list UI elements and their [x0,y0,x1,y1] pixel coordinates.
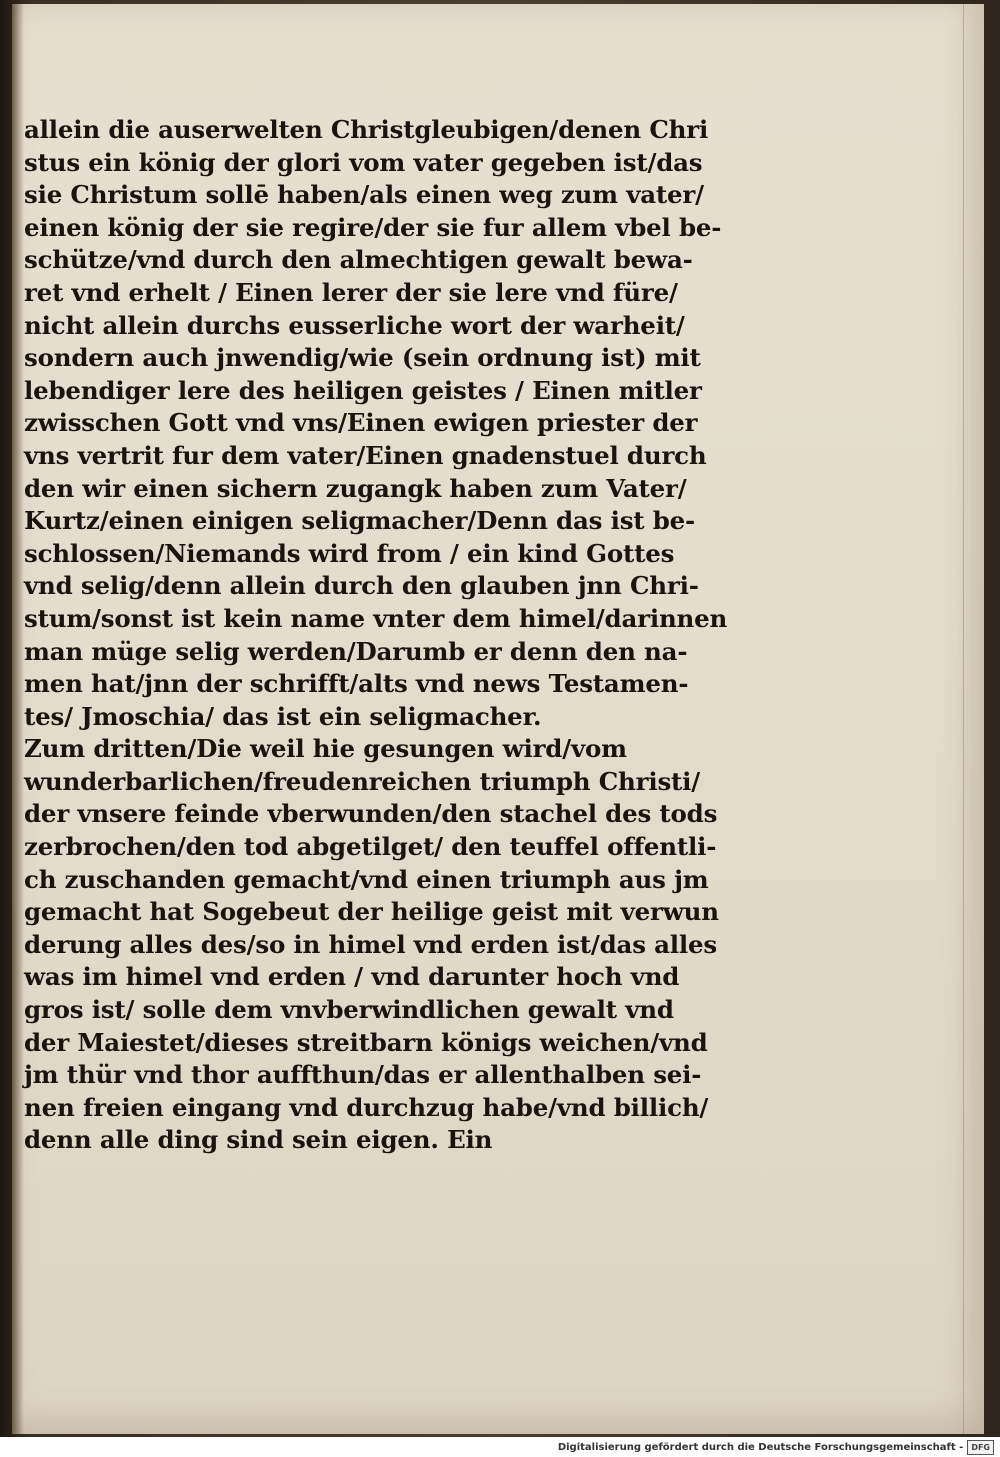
text-line: lebendiger lere des heiligen geistes / Einen mitler [24,375,702,405]
funding-footer [0,1437,1000,1457]
text-line: men hat/jnn der schrifft/alts vnd news Testamen- [24,669,689,699]
text-line: ch zuschanden gemacht/vnd einen triumph aus jm [24,864,709,894]
text-line: vns vertrit fur dem vater/Einen gnadenstuel durch [24,440,707,470]
text-line: man müge selig werden/Darumb er denn den na- [24,636,688,666]
text-line: schütze/vnd durch den almechtigen gewalt bewa- [24,245,693,275]
text-line: vnd selig/denn allein durch den glauben jnn Chri- [24,571,699,601]
text-line: der vnsere feinde vberwunden/den stachel des tods [24,799,718,829]
text-line: stum/sonst ist kein name vnter dem himel/darinnen [24,603,728,633]
text-line: tes/ Jmoschia/ das ist ein seligmacher. [24,701,542,731]
text-line: gros ist/ solle dem vnvberwindlichen gewalt vnd [24,995,674,1025]
text-line: jm thür vnd thor auffthun/das er allenthalben sei- [24,1060,702,1090]
text-line: Zum dritten/Die weil hie gesungen wird/vom [24,734,627,764]
text-line: wunderbarlichen/freudenreichen triumph Christi/ [24,766,701,796]
text-line: den wir einen sichern zugangk haben zum Vater/ [24,473,687,503]
text-line: was im himel vnd erden / vnd darunter hoch vnd [24,962,680,992]
text-line: nen freien eingang vnd durchzug habe/vnd billich/ [24,1092,709,1122]
text-line: stus ein könig der glori vom vater gegeben ist/das [24,147,703,177]
page-text-block [24,114,728,1157]
text-line: gemacht hat Sogebeut der heilige geist mit verwun [24,897,719,927]
text-line: schlossen/Niemands wird from / ein kind Gottes [24,538,675,568]
book-page [12,4,984,1434]
text-line: Kurtz/einen einigen seligmacher/Denn das ist be- [24,506,696,536]
text-line: denn alle ding sind sein eigen. Ein [24,1125,493,1155]
text-line: einen könig der sie regire/der sie fur allem vbel be- [24,212,722,242]
text-line: zwisschen Gott vnd vns/Einen ewigen priester der [24,408,698,438]
text-line: zerbrochen/den tod abgetilget/ den teuffel offentli- [24,832,717,862]
text-line: sie Christum sollē haben/als einen weg zum vater/ [24,180,704,210]
page-fold [963,4,964,1434]
text-line: der Maiestet/dieses streitbarn königs weichen/vnd [24,1027,708,1057]
text-line: derung alles des/so in himel vnd erden ist/das alles [24,929,717,959]
funding-credit: Digitalisierung gefördert durch die Deutsche Forschungsgemeinschaft - [557,1441,964,1453]
text-line: nicht allein durchs eusserliche wort der warheit/ [24,310,685,340]
text-line: allein die auserwelten Christgleubigen/denen Chri [24,115,709,144]
text-line: sondern auch jnwendig/wie (sein ordnung ist) mit [24,343,701,373]
dfg-logo-icon: DFG [967,1440,994,1455]
text-line: ret vnd erhelt / Einen lerer der sie lere vnd füre/ [24,277,678,307]
